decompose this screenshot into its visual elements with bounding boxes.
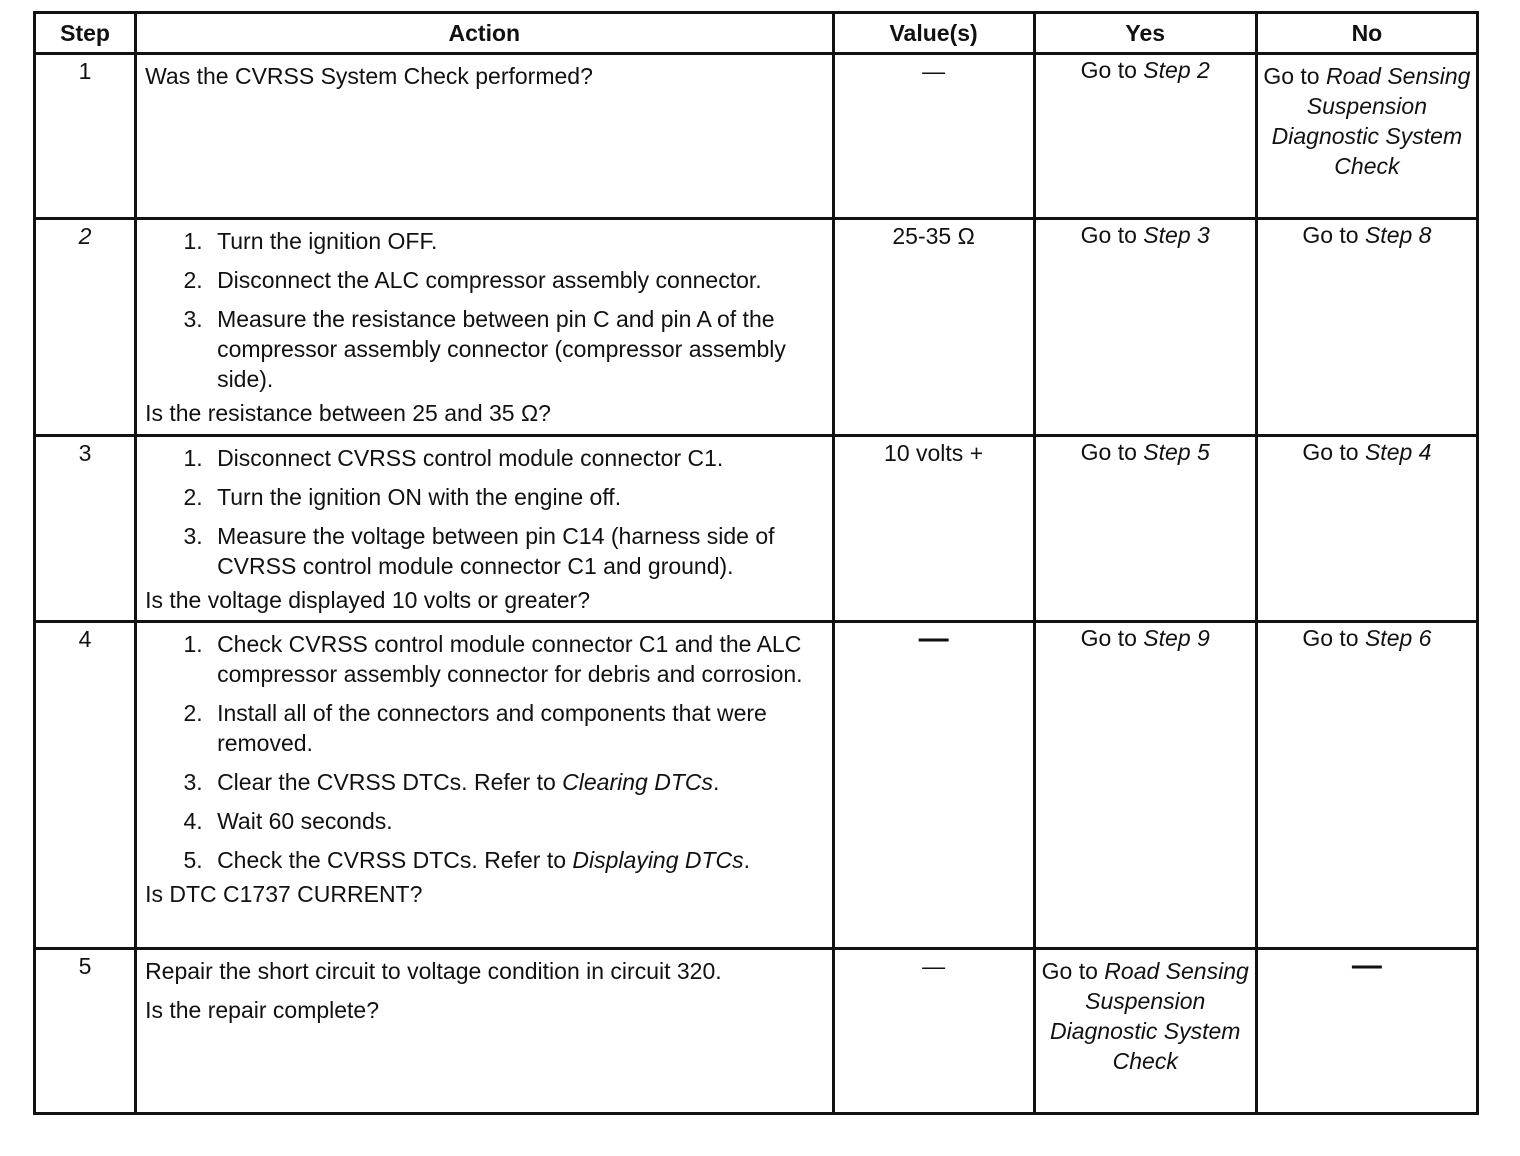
action-step-tail: . (743, 847, 751, 873)
table-row-step-1 (35, 54, 1478, 219)
no-target-link[interactable]: Step 6 (1364, 625, 1432, 651)
action-step (209, 806, 823, 836)
no-cell (1256, 436, 1477, 622)
action-step-text: Wait 60 seconds. (217, 808, 393, 834)
yes-cell (1034, 436, 1256, 622)
action-question: Is DTC C1737 CURRENT? (145, 881, 423, 907)
diagnostic-table (33, 11, 1479, 1115)
action-step-tail: . (713, 769, 720, 795)
no-cell: — (1256, 949, 1477, 1114)
no-prefix: Go to (1263, 63, 1326, 89)
yes-target-link[interactable]: Step 2 (1143, 57, 1210, 83)
table-row-step-3 (35, 436, 1478, 622)
step-number: 3 (35, 436, 136, 622)
action-step (209, 845, 823, 875)
no-target-link[interactable]: Step 8 (1364, 222, 1432, 248)
no-target-link[interactable]: Road Sensing Suspension Diagnostic System Check (1271, 63, 1471, 179)
action-step: 2. Turn the ignition ON with the engine off. (209, 482, 823, 512)
action-cell (136, 219, 833, 436)
action-cell (136, 54, 833, 219)
action-cell (136, 436, 833, 622)
action-step: 2. Disconnect the ALC compressor assembly connector. (209, 265, 823, 295)
action-step (209, 698, 823, 758)
yes-target-link[interactable]: Step 5 (1143, 439, 1210, 465)
clearing-dtcs-link[interactable]: Clearing DTCs (562, 769, 713, 795)
action-question: Is the resistance between 25 and 35 Ω? (145, 400, 551, 426)
yes-prefix: Go to (1080, 625, 1144, 651)
action-cell (136, 622, 833, 949)
no-prefix: Go to (1302, 625, 1365, 651)
step-number: 2 (35, 219, 136, 436)
header-yes: Yes (1034, 13, 1256, 54)
step-number: 4 (35, 622, 136, 949)
yes-prefix: Go to (1041, 958, 1105, 984)
value-cell: 25-35 Ω (833, 219, 1034, 436)
header-row (35, 13, 1478, 54)
header-no: No (1256, 13, 1477, 54)
no-prefix: Go to (1302, 222, 1365, 248)
action-question: Is the voltage displayed 10 volts or greater? (145, 587, 590, 613)
no-cell (1256, 54, 1477, 219)
action-question: Is the repair complete? (145, 997, 380, 1023)
yes-cell (1034, 219, 1256, 436)
header-values: Value(s) (833, 13, 1034, 54)
step-number: 1 (35, 54, 136, 219)
yes-prefix: Go to (1080, 439, 1144, 465)
action-step: 1. Turn the ignition OFF. (209, 226, 823, 256)
action-steps-list (145, 443, 823, 581)
table-row-step-2 (35, 219, 1478, 436)
action-step-text: Clear the CVRSS DTCs. Refer to (217, 769, 563, 795)
no-target-link[interactable]: Step 4 (1364, 439, 1432, 465)
action-text: Repair the short circuit to voltage condition in circuit 320. (145, 958, 722, 984)
value-cell: — (833, 949, 1034, 1114)
yes-target-link[interactable]: Road Sensing Suspension Diagnostic System Check (1049, 958, 1249, 1074)
no-cell (1256, 219, 1477, 436)
yes-prefix: Go to (1080, 57, 1144, 83)
yes-target-link[interactable]: Step 9 (1143, 625, 1210, 651)
no-cell (1256, 622, 1477, 949)
yes-cell (1034, 54, 1256, 219)
action-steps-list (145, 629, 823, 875)
yes-cell (1034, 949, 1256, 1114)
action-step: 3. Measure the voltage between pin C14 (harness side of CVRSS control module connector C1 and ground). (209, 521, 823, 581)
yes-target-link[interactable]: Step 3 (1143, 222, 1210, 248)
action-cell (136, 949, 833, 1114)
action-step (209, 767, 823, 797)
value-cell: 10 volts + (833, 436, 1034, 622)
no-prefix: Go to (1302, 439, 1365, 465)
displaying-dtcs-link[interactable]: Displaying DTCs (572, 847, 744, 873)
value-cell: — (833, 622, 1034, 949)
header-action: Action (136, 13, 833, 54)
value-cell: — (833, 54, 1034, 219)
yes-prefix: Go to (1080, 222, 1144, 248)
action-step: 3. Measure the resistance between pin C and pin A of the compressor assembly connector (compressor assembly side). (209, 304, 823, 394)
action-text: Was the CVRSS System Check performed? (145, 63, 593, 89)
action-step-text: Check the CVRSS DTCs. Refer to (217, 847, 573, 873)
action-step: 1. Disconnect CVRSS control module connector C1. (209, 443, 823, 473)
header-step: Step (35, 13, 136, 54)
table-row-step-5 (35, 949, 1478, 1114)
action-step-text: Check CVRSS control module connector C1 and the ALC compressor assembly connector for debris and corrosion. (217, 631, 803, 687)
action-step (209, 629, 823, 689)
action-steps-list (145, 226, 823, 394)
step-number: 5 (35, 949, 136, 1114)
yes-cell (1034, 622, 1256, 949)
action-step-text: Install all of the connectors and components that were removed. (217, 700, 767, 756)
table-row-step-4 (35, 622, 1478, 949)
